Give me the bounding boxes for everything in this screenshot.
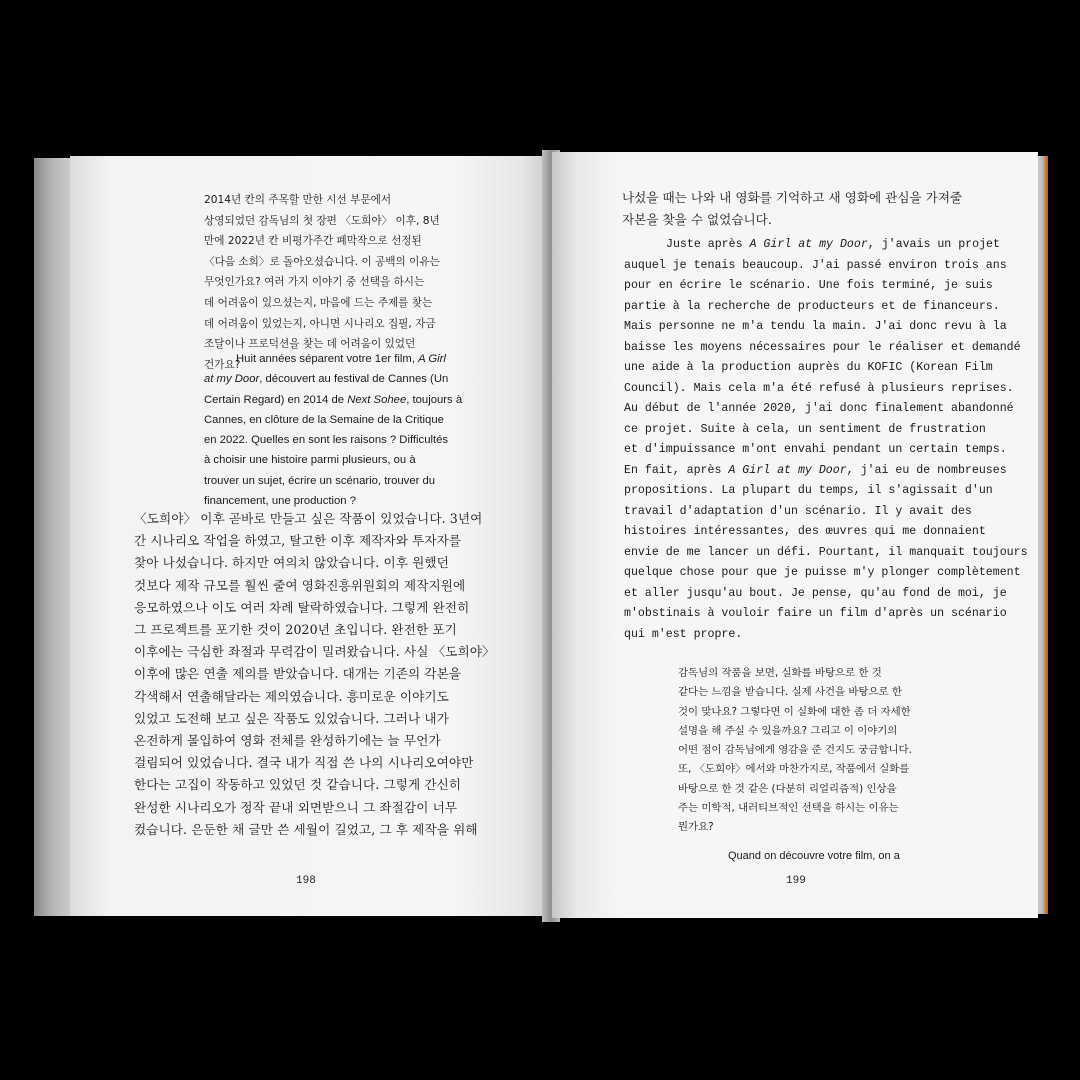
answer-fr-line [624, 584, 1024, 605]
question-fr-line [204, 430, 504, 450]
text-run: Cannes, en clôture de la Semaine de la Critique [204, 413, 444, 426]
answer-fr-line [624, 338, 1024, 359]
film-title-italic: A Girl at my Door [749, 238, 868, 251]
answer-fr-line [624, 563, 1024, 584]
question-fr-line [204, 450, 504, 470]
film-title-italic: at my Door [204, 373, 260, 386]
answer-fr-line [624, 461, 1024, 482]
text-run: Council). Mais cela m'a été refusé à plusieurs reprises. [624, 381, 1014, 395]
text-run: Certain Regard) en 2014 de [204, 393, 348, 406]
text-run: financement, une production ? [204, 495, 356, 508]
text-run: pour en écrire le scénario. Une fois terminé, je suis [624, 279, 993, 292]
text-run: Juste après [666, 238, 750, 251]
text-run: auquel je tenais beaucoup. J'ai passé environ trois ans [624, 258, 1007, 272]
text-run: envie de me lancer un défi. Pourtant, il manquait toujours [624, 545, 1028, 559]
answer-fr-line [624, 399, 1024, 420]
answer-fr-line [624, 481, 1024, 502]
text-run: histoires intéressantes, des œuvres qui me donnaient [624, 525, 986, 538]
text-run: baisse les moyens nécessaires pour le réaliser et demandé [624, 340, 1021, 354]
right-page [552, 152, 1038, 918]
question-fr-line [204, 410, 504, 430]
interview-question-french [204, 349, 504, 511]
page-number-left: 198 [296, 875, 316, 887]
text-run: , toujours à [406, 393, 463, 406]
text-run: , découvert au festival de Cannes (Un [259, 373, 449, 386]
answer-fr-line [624, 543, 1028, 564]
page-number-right: 199 [786, 875, 806, 887]
text-run: En fait, après [624, 463, 729, 477]
answer-fr-line [624, 256, 1024, 277]
answer-fr-line [624, 235, 1024, 256]
film-title-italic: A Girl [418, 353, 446, 365]
text-run: et aller jusqu'au bout. Je pense, qu'au fond de moi, je [624, 586, 1007, 600]
text-run: , j'avais un projet [867, 238, 1000, 251]
text-run: en 2022. Quelles en sont les raisons ? Difficultés [204, 434, 449, 447]
text-run: à choisir une histoire parmi plusieurs, ou à [204, 454, 416, 467]
text-run: travail d'adaptation d'un scénario. Il y avait des [624, 504, 972, 518]
text-run: propositions. La plupart du temps, il s'agissait d'un [624, 484, 993, 497]
question-fr-line [204, 369, 504, 389]
answer-fr-line [624, 317, 1024, 338]
question-fr-line [204, 471, 504, 491]
text-run: , j'ai eu de nombreuses [846, 463, 1007, 477]
film-title-italic: A Girl at my Door [728, 463, 847, 477]
answer-fr-line [624, 358, 1024, 379]
text-run: ce projet. Suite à cela, un sentiment de frustration [624, 422, 986, 436]
interview-question-korean-2: 감독님의 작품을 보면, 실화를 바탕으로 한 것 같다는 느낌을 받습니다. 실제 사건을 바탕으로 한 것이 맞나요? 그렇다면 이 실화에 대한 좀 더 자세한 설명을 해 주실 수 있을까요? 그리고 이 이야기의 어떤 점이 감독님에게 영감을 준 건지도 궁금합니다. 또, 〈도희야〉에서와 마찬가지로, 작품에서 실화를 바탕으로 한 것 같은 (다분히 리얼리즘적) 인상을 주는 미학적, 내러티브적인 선택을 하시는 이유는 뭔가요? [678, 667, 912, 834]
answer-fr-line [624, 502, 1024, 523]
interview-question-french-2: Quand on découvre votre film, on a [728, 850, 900, 862]
answer-fr-line [624, 440, 1024, 461]
film-title-italic: Next Sohee [347, 393, 407, 406]
interview-question-korean: 2014년 칸의 주목할 만한 시선 부문에서 상영되었던 감독님의 첫 장편 〈도희야〉 이후, 8년 만에 2022년 칸 비평가주간 폐막작으로 선정된 〈다음 소희〉로 돌아오셨습니다. 이 공백의 이유는 무엇인가요? 여러 가지 이야기 중 선택을 하시는 데 어려움이 있으셨는지, 마음에 드는 주제를 찾는 데 어려움이 있었는지, 아니면 시나리오 집필, 자금 조달이나 프로덕션을 찾는 데 어려움이 있었던 건가요? [204, 194, 440, 371]
answer-body-french [624, 235, 1028, 645]
question-fr-line [204, 390, 504, 410]
text-run: partie à la recherche de producteurs et de financeurs. [624, 299, 1000, 313]
text-run: m'obstinais à vouloir faire un film d'après un scénario [624, 607, 1007, 620]
answer-continuation-korean: 나섰을 때는 나와 내 영화를 기억하고 새 영화에 관심을 가져줄 자본을 찾을 수 없었습니다. [622, 190, 963, 228]
text-run: Huit années séparent votre 1er film, [236, 353, 419, 365]
text-run: Mais personne ne m'a tendu la main. J'ai donc revu à la [624, 320, 1007, 333]
answer-fr-line [624, 379, 1024, 400]
answer-fr-line [624, 420, 1024, 441]
text-run: Au début de l'année 2020, j'ai donc finalement abandonné [624, 402, 1014, 415]
text-run: une aide à la production auprès du KOFIC (Korean Film [624, 361, 993, 374]
text-run: et d'impuissance m'ont envahi pendant un certain temps. [624, 443, 1007, 456]
text-run: quelque chose pour que je puisse m'y plonger complètement [624, 566, 1021, 579]
answer-fr-line [624, 276, 1024, 297]
answer-fr-line [624, 522, 1024, 543]
text-run: trouver un sujet, écrire un scénario, trouver du [204, 474, 436, 487]
left-page [70, 156, 550, 916]
text-run: qui m'est propre. [624, 627, 743, 641]
answer-body-korean: 〈도희야〉 이후 곧바로 만들고 싶은 작품이 있었습니다. 3년여 간 시나리오 작업을 하였고, 탈고한 이후 제작자와 투자자를 찾아 나섰습니다. 하지만 여의치 않았습니다. 이후 원했던 것보다 제작 규모를 훨씬 줄여 영화진흥위원회의 제작지원에 응모하였으나 이도 여러 차례 탈락하였습니다. 그렇게 완전히 그 프로젝트를 포기한 것이 2020년 초입니다. 완전한 포기 이후에는 극심한 좌절과 무력감이 밀려왔습니다. 사실 〈도희야〉 이후에 많은 연출 제의를 받았습니다. 대개는 기존의 각본을 각색해서 연출해달라는 제의였습니다. 흥미로운 이야기도 있었고 도전해 보고 싶은 작품도 있었습니다. 그러나 내가 온전하게 몰입하여 영화 전체를 완성하기에는 늘 무언가 걸림되어 있었습니다. 결국 내가 직접 쓴 나의 시나리오여야만 한다는 고집이 작동하고 있었던 것 같습니다. 그렇게 간신히 완성한 시나리오가 정작 끝내 외면받으니 그 좌절감이 너무 컸습니다. 은둔한 채 글만 쓴 세월이 길었고, 그 후 제작을 위해 [134, 511, 495, 837]
question-fr-line [204, 349, 504, 369]
answer-fr-line [624, 297, 1024, 318]
answer-fr-line [624, 604, 1024, 625]
answer-fr-line [624, 625, 1024, 646]
